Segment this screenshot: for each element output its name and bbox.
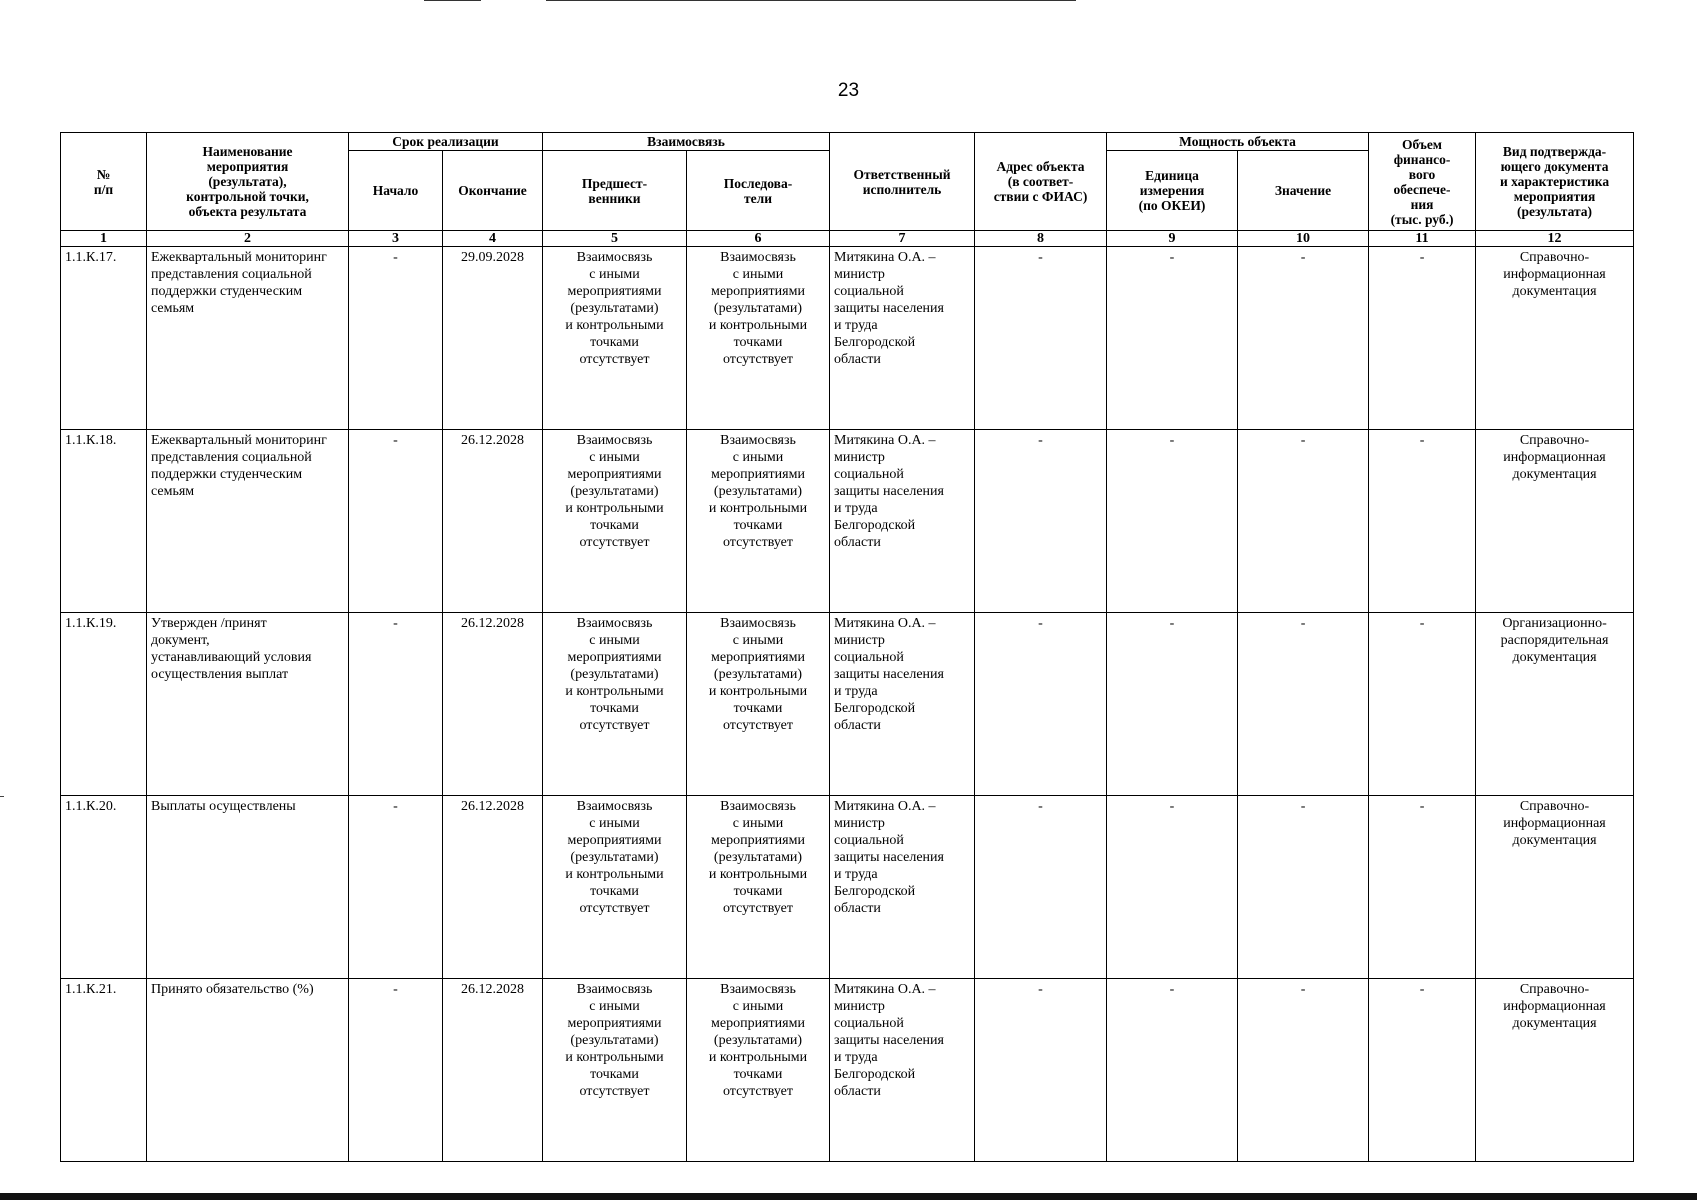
row-predecessors: Взаимосвязь с иными мероприятиями (результатами) и контрольными точками отсутствует — [543, 796, 687, 979]
row-name: Утвержден /принят документ, устанавливающий условия осуществления выплат — [147, 613, 349, 796]
header-predecessors: Предшест- венники — [543, 151, 687, 231]
table-row — [61, 430, 1634, 613]
row-end: 26.12.2028 — [443, 430, 543, 613]
row-id: 1.1.К.21. — [61, 979, 147, 1162]
row-successors: Взаимосвязь с иными мероприятиями (результатами) и контрольными точками отсутствует — [687, 430, 830, 613]
column-number-row — [61, 231, 1634, 247]
row-successors: Взаимосвязь с иными мероприятиями (результатами) и контрольными точками отсутствует — [687, 979, 830, 1162]
row-successors: Взаимосвязь с иными мероприятиями (результатами) и контрольными точками отсутствует — [687, 247, 830, 430]
row-unit: - — [1107, 430, 1238, 613]
row-predecessors: Взаимосвязь с иными мероприятиями (результатами) и контрольными точками отсутствует — [543, 613, 687, 796]
column-number: 12 — [1476, 231, 1634, 247]
row-end: 29.09.2028 — [443, 247, 543, 430]
row-address: - — [975, 979, 1107, 1162]
header-row-top — [61, 133, 1634, 151]
row-end: 26.12.2028 — [443, 613, 543, 796]
row-unit: - — [1107, 796, 1238, 979]
table-row — [61, 247, 1634, 430]
row-doc: Справочно- информационная документация — [1476, 796, 1634, 979]
row-responsible: Митякина О.А. – министр социальной защиты населения и труда Белгородской области — [830, 247, 975, 430]
row-funding: - — [1369, 247, 1476, 430]
row-value: - — [1238, 613, 1369, 796]
header-doc: Вид подтвержда- ющего документа и характеристика мероприятия (результата) — [1476, 133, 1634, 231]
table-row — [61, 613, 1634, 796]
row-unit: - — [1107, 247, 1238, 430]
margin-tick — [0, 796, 4, 797]
row-value: - — [1238, 430, 1369, 613]
column-number: 9 — [1107, 231, 1238, 247]
header-name: Наименование мероприятия (результата), контрольной точки, объекта результата — [147, 133, 349, 231]
row-predecessors: Взаимосвязь с иными мероприятиями (результатами) и контрольными точками отсутствует — [543, 979, 687, 1162]
header-funding: Объем финансо- вого обеспече- ния (тыс. руб.) — [1369, 133, 1476, 231]
row-id: 1.1.К.20. — [61, 796, 147, 979]
header-num: № п/п — [61, 133, 147, 231]
row-start: - — [349, 430, 443, 613]
header-address: Адрес объекта (в соответ- ствии с ФИАС) — [975, 133, 1107, 231]
row-name: Ежеквартальный мониторинг представления социальной поддержки студенческим семьям — [147, 247, 349, 430]
table-row — [61, 796, 1634, 979]
row-start: - — [349, 613, 443, 796]
row-responsible: Митякина О.А. – министр социальной защиты населения и труда Белгородской области — [830, 613, 975, 796]
row-start: - — [349, 979, 443, 1162]
row-unit: - — [1107, 613, 1238, 796]
row-name: Принято обязательство (%) — [147, 979, 349, 1162]
header-responsible: Ответственный исполнитель — [830, 133, 975, 231]
column-number: 4 — [443, 231, 543, 247]
row-address: - — [975, 430, 1107, 613]
row-funding: - — [1369, 796, 1476, 979]
row-value: - — [1238, 796, 1369, 979]
row-responsible: Митякина О.А. – министр социальной защиты населения и труда Белгородской области — [830, 430, 975, 613]
row-predecessors: Взаимосвязь с иными мероприятиями (результатами) и контрольными точками отсутствует — [543, 247, 687, 430]
row-end: 26.12.2028 — [443, 979, 543, 1162]
row-doc: Организационно- распорядительная документация — [1476, 613, 1634, 796]
row-predecessors: Взаимосвязь с иными мероприятиями (результатами) и контрольными точками отсутствует — [543, 430, 687, 613]
row-start: - — [349, 247, 443, 430]
row-value: - — [1238, 247, 1369, 430]
header-period: Срок реализации — [349, 133, 543, 151]
row-id: 1.1.К.19. — [61, 613, 147, 796]
row-name: Выплаты осуществлены — [147, 796, 349, 979]
row-start: - — [349, 796, 443, 979]
header-start: Начало — [349, 151, 443, 231]
column-number: 11 — [1369, 231, 1476, 247]
row-id: 1.1.К.17. — [61, 247, 147, 430]
top-edge-line-left — [424, 0, 481, 1]
row-unit: - — [1107, 979, 1238, 1162]
row-value: - — [1238, 979, 1369, 1162]
column-number: 3 — [349, 231, 443, 247]
header-capacity: Мощность объекта — [1107, 133, 1369, 151]
column-number: 2 — [147, 231, 349, 247]
top-edge-line-right — [546, 0, 1076, 1]
header-successors: Последова- тели — [687, 151, 830, 231]
bottom-scan-bar — [0, 1193, 1697, 1200]
column-number: 5 — [543, 231, 687, 247]
row-doc: Справочно- информационная документация — [1476, 979, 1634, 1162]
row-address: - — [975, 613, 1107, 796]
row-successors: Взаимосвязь с иными мероприятиями (результатами) и контрольными точками отсутствует — [687, 613, 830, 796]
row-successors: Взаимосвязь с иными мероприятиями (результатами) и контрольными точками отсутствует — [687, 796, 830, 979]
table-row — [61, 979, 1634, 1162]
row-address: - — [975, 247, 1107, 430]
column-number: 7 — [830, 231, 975, 247]
header-value: Значение — [1238, 151, 1369, 231]
row-doc: Справочно- информационная документация — [1476, 430, 1634, 613]
header-link: Взаимосвязь — [543, 133, 830, 151]
plan-table — [60, 132, 1634, 1162]
column-number: 10 — [1238, 231, 1369, 247]
row-responsible: Митякина О.А. – министр социальной защиты населения и труда Белгородской области — [830, 979, 975, 1162]
column-number: 8 — [975, 231, 1107, 247]
row-end: 26.12.2028 — [443, 796, 543, 979]
row-funding: - — [1369, 979, 1476, 1162]
header-unit: Единица измерения (по ОКЕИ) — [1107, 151, 1238, 231]
row-id: 1.1.К.18. — [61, 430, 147, 613]
row-funding: - — [1369, 430, 1476, 613]
row-address: - — [975, 796, 1107, 979]
column-number: 6 — [687, 231, 830, 247]
row-funding: - — [1369, 613, 1476, 796]
column-number: 1 — [61, 231, 147, 247]
header-end: Окончание — [443, 151, 543, 231]
row-doc: Справочно- информационная документация — [1476, 247, 1634, 430]
page-number: 23 — [837, 80, 860, 101]
row-responsible: Митякина О.А. – министр социальной защиты населения и труда Белгородской области — [830, 796, 975, 979]
row-name: Ежеквартальный мониторинг представления социальной поддержки студенческим семьям — [147, 430, 349, 613]
